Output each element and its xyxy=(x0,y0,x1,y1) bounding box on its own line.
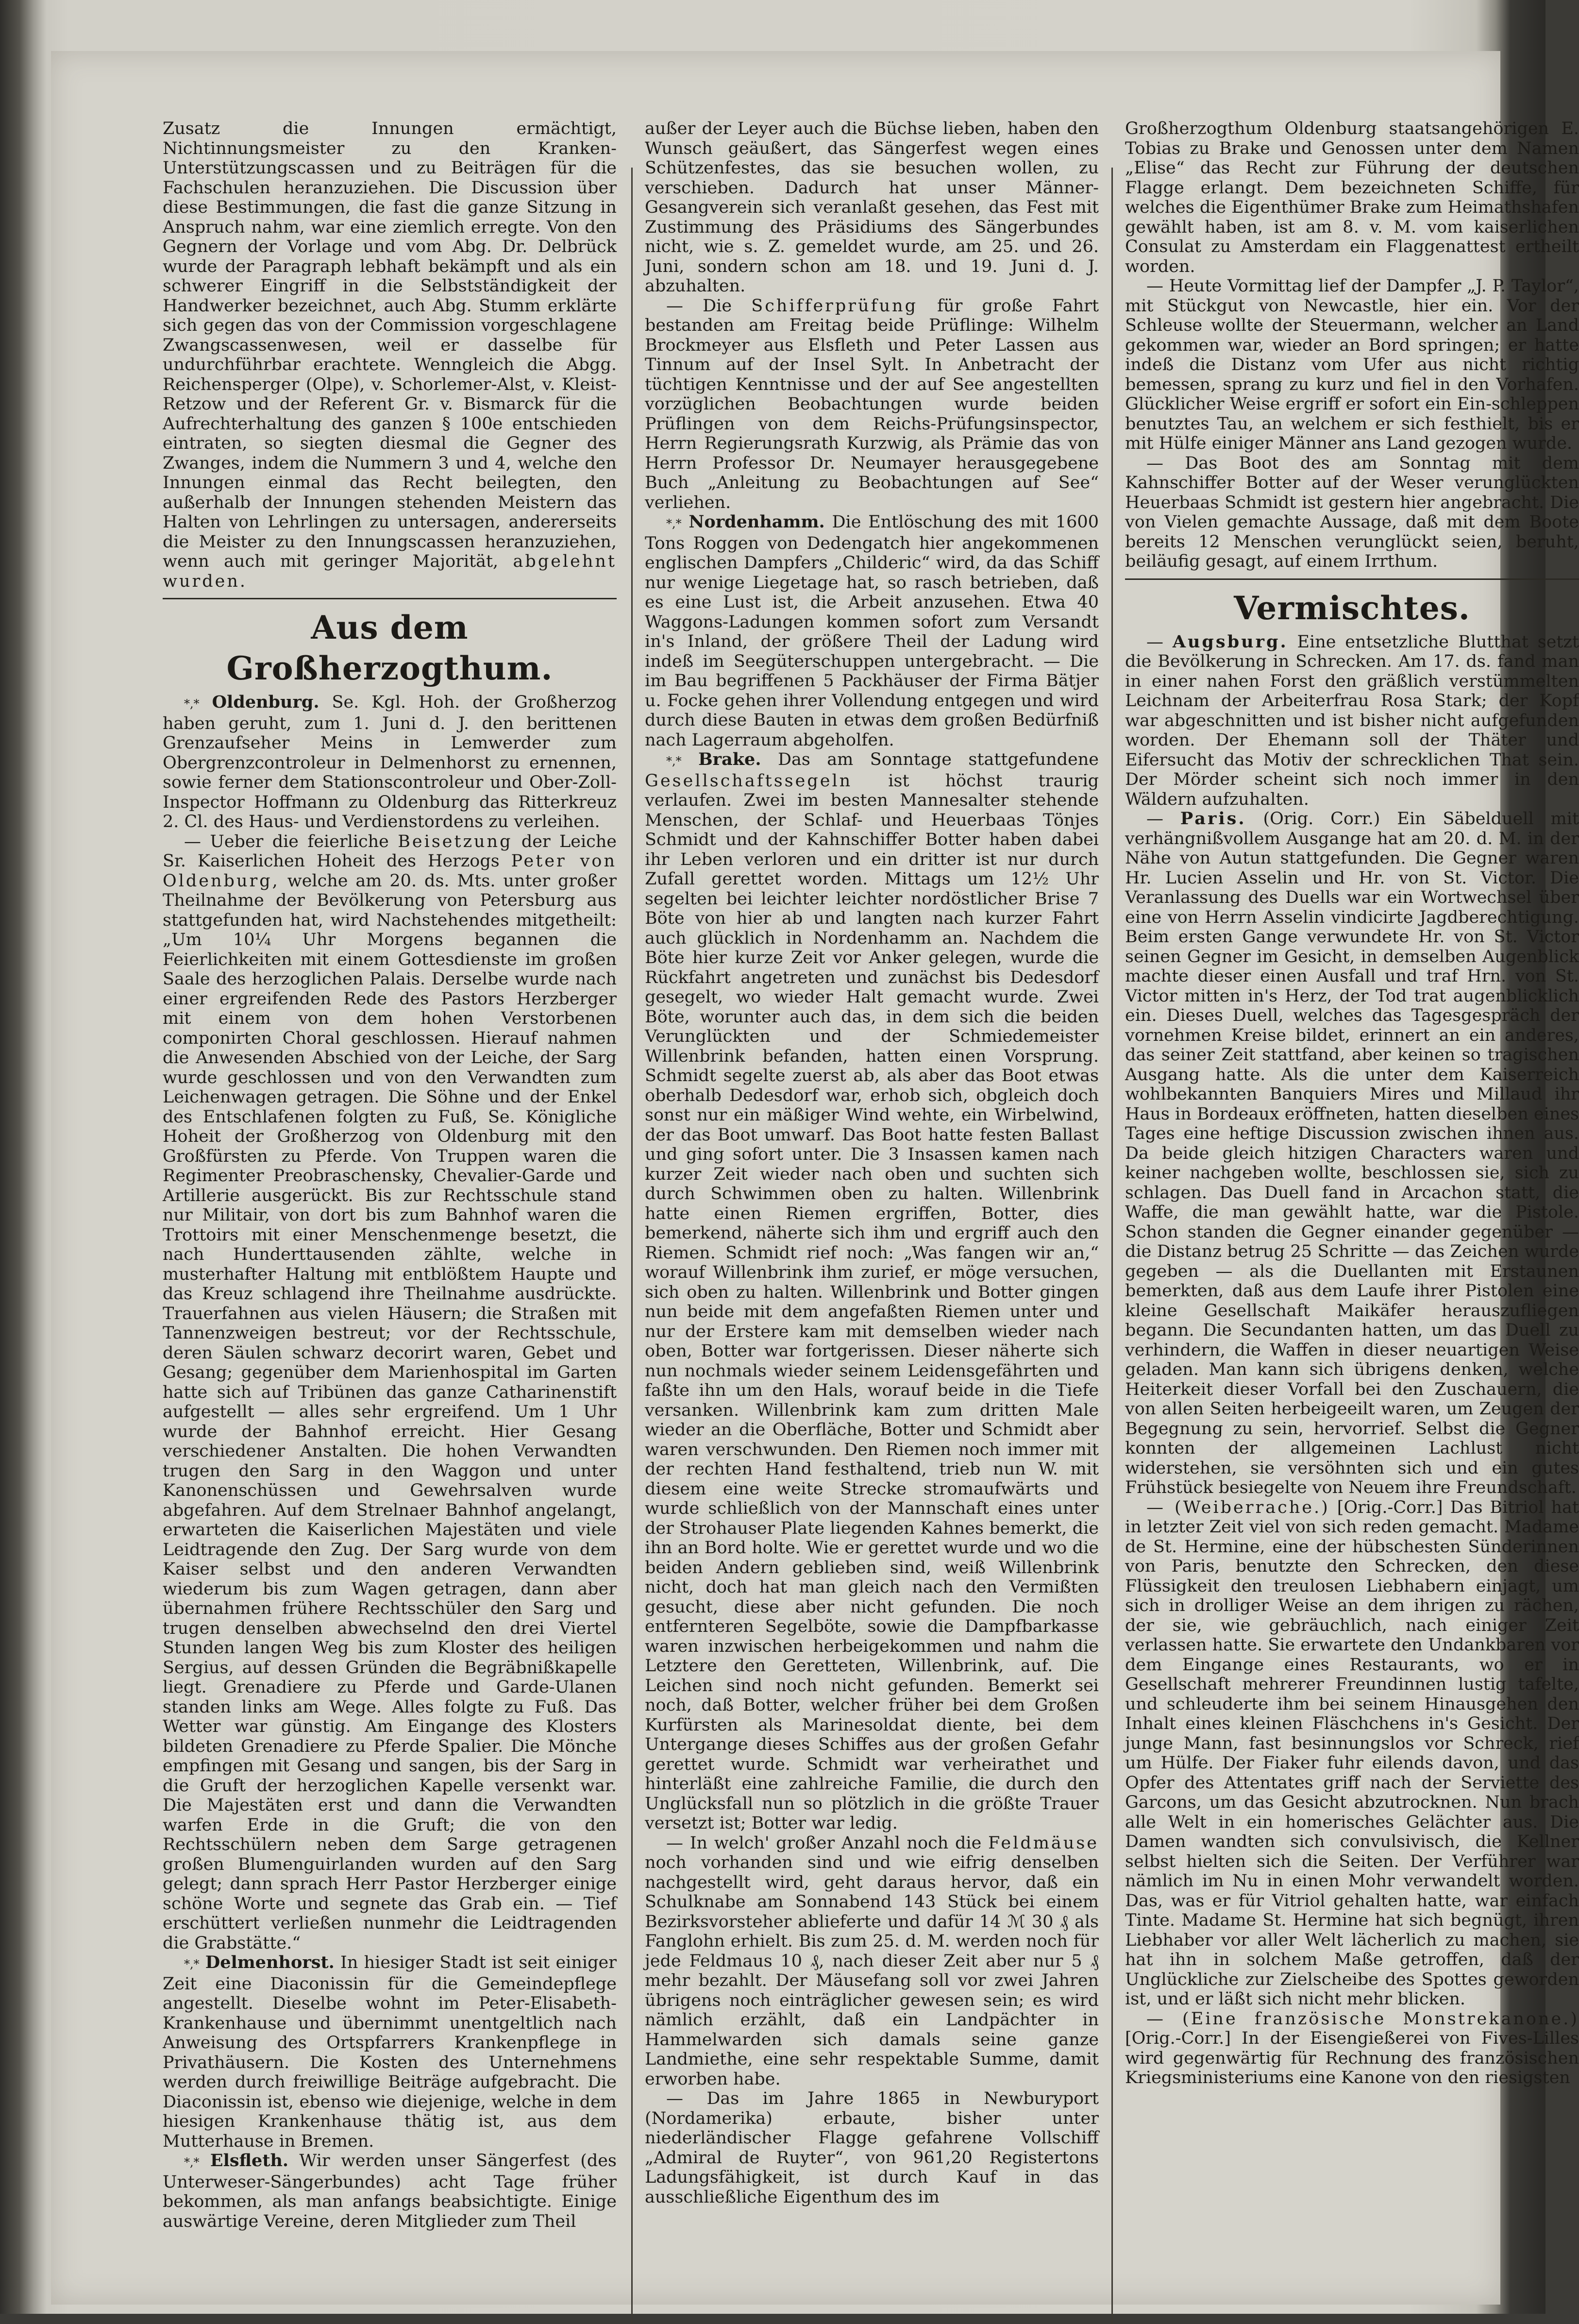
funeral-lead: Ueber die feierliche xyxy=(210,831,389,851)
newspaper-page xyxy=(51,51,1579,2305)
article-elsfleth: *,* Elsfleth. Wir werden unser Sängerfest (des Unterweser-Sängerbundes) acht Tage früher bekommen, als man anfangs beabsichtigte. Einige auswärtige Vereine, deren Mitglieder zum Theil xyxy=(163,2151,617,2231)
article-monstrekanone xyxy=(1125,2009,1579,2088)
paris-text: (Orig. Corr.) Ein Säbelduell mit verhängnißvollem Ausgange hat am 20. d. M. in der Nähe von Autun stattgefunden. Die Gegner waren Hr. Lucien Asselin und Hr. von St. Victor. Die Veranlassung des Duells war ein Wortwechsel über eine von Herrn Asselin vindicirte Jagdberechtigung. Beim ersten Gange verwundete Hr. von St. Victor seinen Gegner im Gesicht, in demselben Augenblick machte dieser einen Ausfall und traf Hrn. von St. Victor mitten in's Herz, der Tod trat augenblicklich ein. Dieses Duell, welches das Tagesgespräch der vornehmen Kreise bildet, erinnert an ein anderes, das seiner Zeit stattfand, aber keinen so tragischen Ausgang hatte. Als die unter dem Kaiserreich wohlbekannten Banquiers Mires und Millaud ihr Haus in Bordeaux eröffneten, hatten dieselben eines Tages eine heftige Discussion zwischen ihnen aus. Da beide gleich hitzigen Characters waren und keiner nachgeben wollte, beschlossen sie, sich zu schlagen. Das Duell fand in Arcachon statt, die Waffe, die man gewählt hatte, war die Pistole. Schon standen die Gegner einander gegenüber — die Distanz betrug 25 Schritte — das Zeichen wurde gegeben — als die Duellanten mit Erstaunen bemerkten, daß aus dem Laufe ihrer Pistolen eine kleine Gesellschaft Maikäfer herauszufliegen begann. Die Secundanten hatten, um das Duell zu verhindern, die Waffen in dieser neuartigen Weise geladen. Man kann sich übrigens denken, welche Heiterkeit dieser Vorfall bei den Zuschauern, die von allen Seiten herbeigeeilt waren, um Zeugen der Begegnung zu sein, hervorrief. Selbst die Gegner konnten der allgemeinen Lachlust nicht widerstehen, sie versöhnten sich und ein gutes Frühstück besiegelte von Neuem ihre Freundschaft. xyxy=(1125,809,1579,1497)
weiberrache-spaced: — (Weiberrache.) xyxy=(1146,1497,1330,1517)
article-nordenhamm: *,* Nordenhamm. Die Entlöschung des mit 1600 Tons Roggen von Dedengatch hier angekommenen englischen Dampfers „Childeric“ wird, da das Schiff nur wenige Liegetage hat, so rasch betrieben, daß es eine Lust ist, die Arbeit anzusehen. Etwa 40 Waggons-Ladungen kommen sofort zum Versandt in's Inland, der größere Theil der Ladung wird indeß im Seegüterschuppen untergebracht. — Die im Bau begriffenen 5 Packhäuser der Firma Bätjer u. Focke gehen ihrer Vollendung entgegen und wird durch diese Bauten in etwas dem großen Bedürfniß nach Lagerraum abgeholfen. xyxy=(645,512,1099,750)
place-delmenhorst: Delmenhorst. xyxy=(205,1952,335,1972)
feldmaeuse-spaced: Feldmäuse xyxy=(988,1833,1099,1853)
column-2 xyxy=(645,119,1099,2295)
oldenburg-text: Se. Kgl. Hoh. der Großherzog haben geruht, zum 1. Juni d. J. den berittenen Grenzaufseher Meins in Lemwerder zum Obergrenzcontroleur in Delmenhorst zu ernennen, sowie ferner dem Stationscontroleur und Ober-Zoll-Inspector Hoffmann zu Oldenburg das Ritterkreuz 2. Cl. des Haus- und Verdienstordens zu verleihen. xyxy=(163,693,617,831)
elsfleth-text: Wir werden unser Sängerfest (des Unterweser-Sängerbundes) acht Tage früher bekommen, als man anfangs beabsichtigte. Einige auswärtige Vereine, deren Mitglieder zum Theil xyxy=(163,2151,617,2231)
monstre-text: [Orig.-Corr.] In der Eisengießerei von Fives-Lilles wird gegenwärtig für Rechnung des französischen Kriegsministeriums eine Kanone von den riesigsten xyxy=(1125,2029,1579,2087)
article-vollschiff-cont: Großherzogthum Oldenburg staatsangehörigen E. Tobias zu Brake und Genossen unter dem Namen „Elise“ das Recht zur Führung der deutschen Flagge erlangt. Dem bezeichneten Schiffe, für welches die Eigenthümer Brake zum Heimathshafen gewählt haben, ist am 8. v. M. vom kaiserlichen Consulat zu Amsterdam ein Flaggenattest ertheilt worden. xyxy=(1125,119,1579,276)
place-paris: Paris. xyxy=(1180,809,1246,829)
funeral-spaced: Beisetzung xyxy=(398,831,513,851)
article-paris: — Paris. (Orig. Corr.) Ein Säbelduell mit verhängnißvollem Ausgange hat am 20. d. M. in der Nähe von Autun stattgefunden. Die Gegner waren Hr. Lucien Asselin und Hr. von St. Victor. Die Veranlassung des Duells war ein Wortwechsel über eine von Herrn Asselin vindicirte Jagdberechtigung. Beim ersten Gange verwundete Hr. von St. Victor seinen Gegner im Gesicht, in demselben Augenblick machte dieser einen Ausfall und traf Hrn. von St. Victor mitten in's Herz, der Tod trat augenblicklich ein. Dieses Duell, welches das Tagesgespräch der vornehmen Kreise bildet, erinnert an ein anderes, das seiner Zeit stattfand, aber keinen so tragischen Ausgang hatte. Als die unter dem Kaiserreich wohlbekannten Banquiers Mires und Millaud ihr Haus in Bordeaux eröffneten, hatten dieselben eines Tages eine heftige Discussion zwischen ihnen aus. Da beide gleich hitzigen Characters waren und keiner nachgeben wollte, beschlossen sie, sich zu schlagen. Das Duell fand in Arcachon statt, die Waffe, die man gewählt hatte, war die Pistole. Schon standen die Gegner einander gegenüber — die Distanz betrug 25 Schritte — das Zeichen wurde gegeben — als die Duellanten mit Erstaunen bemerkten, daß aus dem Laufe ihrer Pistolen eine kleine Gesellschaft Maikäfer herauszufliegen begann. Die Secundanten hatten, um das Duell zu verhindern, die Waffen in dieser neuartigen Weise geladen. Man kann sich übrigens denken, welche Heiterkeit dieser Vorfall bei den Zuschauern, die von allen Seiten herbeigeeilt waren, um Zeugen der Begegnung zu sein, hervorrief. Selbst die Gegner konnten der allgemeinen Lachlust nicht widerstehen, sie versöhnten sich und ein gutes Frühstück besiegelte von Neuem ihre Freundschaft. xyxy=(1125,809,1579,1497)
feldmaeuse-text: noch vorhanden sind und wie eifrig denselben nachgestellt wird, geht daraus hervor, daß ein Schulknabe am Sonnabend 143 Stück bei einem Bezirksvorsteher ablieferte und dafür 14 ℳ 30 ₰ als Fanglohn erhielt. Bis zum 25. d. M. werden noch für jede Feldmaus 10 ₰, nach dieser Zeit aber nur 5 ₰ mehr bezahlt. Der Mäusefang soll vor zwei Jahren übrigens noch einträglicher gewesen sein; es wird nämlich erzählt, daß ein Landpächter in Hammelwarden sich damals seine ganze Landmiethe, eine sehr respektable Summe, damit erworben habe. xyxy=(645,1853,1099,2089)
article-vollschiff: — Das im Jahre 1865 in Newburyport (Nordamerika) erbaute, bisher unter niederländischer Flagge gefahrene Vollschiff „Admiral de Ruyter“, von 961,20 Registertons Ladungsfähigkeit, ist durch Kauf in das ausschließliche Eigenthum des im xyxy=(645,2089,1099,2207)
section-heading-grossherzogthum: Aus dem Großherzogthum. xyxy=(226,609,553,687)
monstre-spaced: — (Eine französische Monstrekanone.) xyxy=(1146,2009,1579,2029)
article-taylor: — Heute Vormittag lief der Dampfer „J. P. Taylor“, mit Stückgut von Newcastle, hier ein. Vor der Schleuse wollte der Steuermann, welcher an Land gekommen war, wieder an Bord springen; er hatte indeß die Distanz vom Ufer aus nicht richtig bemessen, sprang zu kurz und fiel in den Vorhafen. Glücklicher Weise ergriff er sofort ein Ein-schleppen benutztes Tau, an welchem er sich festhielt, bis er mit Hülfe einiger Männer ans Land gezogen wurde. xyxy=(1125,276,1579,453)
pruefung-spaced: Schifferprüfung xyxy=(751,296,918,316)
funeral-mid: der Leiche Sr. Kaiserlichen Hoheit des Herzogs xyxy=(163,831,617,871)
funeral-text: welche am 20. ds. Mts. unter großer Theilnahme der Bevölkerung von Petersburg aus stattgefunden hat, wird Nachstehendes mitgetheilt: „Um 10¼ Uhr Morgens begannen die Feierlichkeiten mit einem Gottesdienste im großen Saale des herzoglichen Palais. Derselbe wurde nach einer ergreifenden Rede des Pastors Herzberger mit einem von dem hohen Verstorbenen componirten Choral geschlossen. Hierauf nahmen die Anwesenden Abschied von der Leiche, der Sarg wurde geschlossen und von den Verwandten zum Leichenwagen getragen. Die Söhne und der Enkel des Entschlafenen folgten zu Fuß, Se. Königliche Hoheit der Großherzog von Oldenburg mit den Großfürsten zu Pferde. Von Truppen waren die Regimenter Preobraschensky, Chevalier-Garde und Artillerie ausgerückt. Bis zur Rechtsschule stand nur Militair, von dort bis zum Bahnhof waren die Trottoirs mit einer Menschenmenge besetzt, die nach Hunderttausenden zählte, welche in musterhafter Haltung mit entblößtem Haupte und das Kreuz schlagend ihre Theilnahme ausdrückte. Trauerfahnen aus vielen Häusern; die Straßen mit Tannenzweigen bestreut; vor der Rechtsschule, deren Säulen schwarz decorirt waren, Gebet und Gesang; gegenüber dem Marienhospital im Garten hatte sich auf Tribünen das ganze Catharinenstift aufgestellt — alles sehr ergreifend. Um 1 Uhr wurde der Bahnhof erreicht. Hier Gesang verschiedener Anstalten. Die hohen Verwandten trugen den Sarg in den Waggon und unter Kanonenschüssen und Gewehrsalven wurde abgefahren. Auf dem Strelnaer Bahnhof angelangt, erwarteten die Kaiserlichen Majestäten und viele Leidtragende den Zug. Der Sarg wurde von dem Kaiser selbst und den anderen Verwandten wiederum bis zum Wagen getragen, dann aber übernahmen frühere Rechtsschüler den Sarg und trugen denselben abwechselnd den drei Viertel Stunden langen Weg bis zum Kloster des heiligen Sergius, auf dessen Gründen die Begräbnißkapelle liegt. Grenadiere zu Pferde und Garde-Ulanen standen links am Wege. Alles folgte zu Fuß. Das Wetter war günstig. Am Eingange des Klosters bildeten Grenadiere zu Pferde Spalier. Die Mönche empfingen mit Gesang und sangen, bis der Sarg in die Gruft der herzoglichen Kapelle versenkt war. Die Majestäten erst und dann die Verwandten warfen Erde in die Gruft; die von den Rechtsschülern neben dem Sarge getragenen großen Blumenguirlanden wurden auf den Sarg gelegt; dann sprach Herr Pastor Herzberger einige schöne Worte und segnete das Grab ein. — Tief erschüttert verließen nunmehr die Leidtragenden die Grabstätte.“ xyxy=(163,871,617,1953)
article-brake: *,* Brake. Das am Sonntage stattgefundene Gesellschaftssegeln ist höchst traurig verlaufen. Zwei im besten Mannesalter stehende Menschen, der Schlaf- und Heuerbaas Tönjes Schmidt und der Kahnschiffer Botter haben dabei ihr Leben verloren und ein dritter ist nur durch Zufall gerettet worden. Mittags um 12½ Uhr segelten bei leichter leichter nordöstlicher Brise 7 Böte von hier ab und langten nach kurzer Fahrt auch glücklich in Nordenhamm an. Nachdem die Böte hier kurze Zeit vor Anker gelegen, wurde die Rückfahrt angetreten und zunächst bis Dedesdorf gesegelt, wo wieder Halt gemacht wurde. Zwei Böte, worunter auch das, in dem sich die beiden Verunglückten und der Schmiedemeister Willenbrink befanden, hatten einen Vorsprung. Schmidt segelte zuerst ab, als aber das Boot etwas oberhalb Dedesdorf war, erhob sich, obgleich doch sonst nur ein mäßiger Wind wehte, ein Wirbelwind, der das Boot umwarf. Das Boot hatte festen Ballast und ging sofort unter. Die 3 Insassen kamen nach kurzer Zeit wieder nach oben und suchten sich durch Schwimmen oben zu halten. Willenbrink hatte einen Riemen ergriffen, Botter, dies bemerkend, näherte sich ihm und ergriff auch den Riemen. Schmidt rief noch: „Was fangen wir an,“ worauf Willenbrink ihm zurief, er möge versuchen, sich oben zu halten. Willenbrink und Botter gingen nun beide mit dem angefaßten Riemen unter und nur der Erstere kam mit demselben wieder nach oben, Botter war fortgerissen. Dieser näherte sich nun nochmals wieder seinem Leidensgefährten und faßte ihn um den Hals, worauf beide in die Tiefe versanken. Willenbrink kam zum dritten Male wieder an die Oberfläche, Botter und Schmidt aber waren verschwunden. Den Riemen noch immer mit der rechten Hand festhaltend, trieb nun W. mit diesem eine weite Strecke stromaufwärts und wurde schließlich von der Mannschaft eines unter der Strohauser Plate liegenden Kahnes bemerkt, die ihn an Bord holte. Wie er gerettet wurde und wo die beiden Andern geblieben sind, weiß Willenbrink nicht, doch hat man gleich nach den Vermißten gesucht, diese aber nicht gefunden. Die noch entfernteren Segelböte, sowie die Dampfbarkasse waren inzwischen herbeigekommen und nahm die Letztere den Geretteten, Willenbrink, auf. Die Leichen sind noch nicht gefunden. Bemerkt sei noch, daß Botter, welcher früher bei dem Großen Kurfürsten als Marinesoldat diente, bei dem Untergange dieses Schiffes aus der großen Gefahr gerettet wurde. Schmidt war verheirathet und hinterläßt eine zahlreiche Familie, die durch den Unglücksfall nun so plötzlich in die größte Trauer versetzt ist; Botter war ledig. xyxy=(645,749,1099,1833)
continuation-end: abgelehnt wurden. xyxy=(163,552,617,591)
pruefung-text: für große Fahrt bestanden am Freitag beide Prüflinge: Wilhelm Brockmeyer aus Elsfleth und Peter Lassen aus Tinnum auf der Insel Sylt. In Anbetracht der tüchtigen Kenntnisse und der auf See angestellten vorzüglichen Beobachtungen wurde beiden Prüflingen von dem Reichs-Prüfungsinspector, Herrn Regierungsrath Kurzwig, als Prämie das von Herrn Professor Dr. Neumayer herausgegebene Buch „Anleitung zu Beobachtungen auf See“ verliehen. xyxy=(645,296,1099,512)
article-continuation xyxy=(163,119,617,591)
section-rule xyxy=(163,598,617,599)
article-delmenhorst: *,* Delmenhorst. In hiesiger Stadt ist seit einiger Zeit eine Diaconissin für die Gemeindepflege angestellt. Dieselbe wohnt im Peter-Elisabeth-Krankenhause und übernimmt unentgeltlich nach Anweisung des Ortspfarrers Krankenpflege in Privathäusern. Die Kosten des Unternehmens werden durch freiwillige Beiträge aufgebracht. Die Diaconissin ist, ebenso wie diejenige, welche in dem hiesigen Krankenhause thätig ist, aus dem Mutterhause in Bremen. xyxy=(163,1952,617,2151)
feldmaeuse-lead: — In welch' großer Anzahl noch die xyxy=(666,1833,982,1853)
article-elsfleth-cont: außer der Leyer auch die Büchse lieben, haben den Wunsch geäußert, das Sängerfest wegen eines Schützenfestes, das sie besuchen wollen, zu verschieben. Dadurch hat unser Männer-Gesangverein sich veranlaßt gesehen, das Fest mit Zustimmung des Präsidiums des Sängerbundes nicht, wie s. Z. gemeldet wurde, am 25. und 26. Juni, sondern schon am 18. und 19. Juni d. J. abzuhalten. xyxy=(645,119,1099,296)
section-rule-2 xyxy=(1125,578,1579,580)
article-feldmaeuse xyxy=(645,1833,1099,2089)
article-pruefung xyxy=(645,296,1099,513)
column-rule-2 xyxy=(1111,168,1113,2324)
place-nordenhamm: Nordenhamm. xyxy=(689,512,825,532)
column-rule-1 xyxy=(631,168,633,2324)
pruefung-lead: — Die xyxy=(666,296,732,316)
brake-text: ist höchst traurig verlaufen. Zwei im besten Mannesalter stehende Menschen, der Schlaf- und Heuerbaas Tönjes Schmidt und der Kahnschiffer Botter haben dabei ihr Leben verloren und ein dritter ist nur durch Zufall gerettet worden. Mittags um 12½ Uhr segelten bei leichter leichter nordöstlicher Brise 7 Böte von hier ab und langten nach kurzer Fahrt auch glücklich in Nordenhamm an. Nachdem die Böte hier kurze Zeit vor Anker gelegen, wurde die Rückfahrt angetreten und zunächst bis Dedesdorf gesegelt, wo wieder Halt gemacht wurde. Zwei Böte, worunter auch das, in dem sich die beiden Verunglückten und der Schmiedemeister Willenbrink befanden, hatten einen Vorsprung. Schmidt segelte zuerst ab, als aber das Boot etwas oberhalb Dedesdorf war, erhob sich, obgleich doch sonst nur ein mäßiger Wind wehte, ein Wirbelwind, der das Boot umwarf. Das Boot hatte festen Ballast und ging sofort unter. Die 3 Insassen kamen nach kurzer Zeit wieder nach oben und suchten sich durch Schwimmen oben zu halten. Willenbrink hatte einen Riemen ergriffen, Botter, dies bemerkend, näherte sich ihm und ergriff auch den Riemen. Schmidt rief noch: „Was fangen wir an,“ worauf Willenbrink ihm zurief, er möge versuchen, sich oben zu halten. Willenbrink und Botter gingen nun beide mit dem angefaßten Riemen unter und nur der Erstere kam mit demselben wieder nach oben, Botter war fortgerissen. Dieser näherte sich nun nochmals wieder seinem Leidensgefährten und faßte ihn um den Hals, worauf beide in die Tiefe versanken. Willenbrink kam zum dritten Male wieder an die Oberfläche, Botter und Schmidt aber waren verschwunden. Den Riemen noch immer mit der rechten Hand festhaltend, trieb nun W. mit diesem eine weite Strecke stromaufwärts und wurde schließlich von der Mannschaft eines unter der Strohauser Plate liegenden Kahnes bemerkt, die ihn an Bord holte. Wie er gerettet wurde und wo die beiden Andern geblieben sind, weiß Willenbrink nicht, doch hat man gleich nach den Vermißten gesucht, diese aber nicht gefunden. Die noch entfernteren Segelböte, sowie die Dampfbarkasse waren inzwischen herbeigekommen und nahm die Letztere den Geretteten, Willenbrink, auf. Die Leichen sind noch nicht gefunden. Bemerkt sei noch, daß Botter, welcher früher bei dem Großen Kurfürsten als Marinesoldat diente, bei dem Untergange dieses Schiffes aus der großen Gefahr gerettet wurde. Schmidt war verheirathet und hinterläßt eine zahlreiche Familie, die durch den Unglücksfall nun so plötzlich in die größte Trauer versetzt ist; Botter war ledig. xyxy=(645,771,1099,1833)
place-brake: Brake. xyxy=(698,749,761,769)
article-boot: — Das Boot des am Sonntag mit dem Kahnschiffer Botter auf der Weser verunglückten Heuerbaas Schmidt ist gestern hier angebracht. Die von Vielen gemachte Aussage, daß mit dem Boote bereits 12 Menschen verunglückt seien, beruht, beiläufig gesagt, auf einem Irrthum. xyxy=(1125,453,1579,571)
place-augsburg: Augsburg. xyxy=(1172,631,1288,652)
article-oldenburg: *,* Oldenburg. Se. Kgl. Hoh. der Großherzog haben geruht, zum 1. Juni d. J. den berittenen Grenzaufseher Meins in Lemwerder zum Obergrenzcontroleur in Delmenhorst zu ernennen, sowie ferner dem Stationscontroleur und Ober-Zoll-Inspector Hoffmann zu Oldenburg das Ritterkreuz 2. Cl. des Haus- und Verdienstordens zu verleihen. xyxy=(163,692,617,831)
continuation-text: Zusatz die Innungen ermächtigt, Nichtinnungsmeister zu den Kranken-Unterstützungscassen und zu Beiträgen für die Fachschulen heranzuziehen. Die Discussion über diese Bestimmungen, die fast die ganze Sitzung in Anspruch nahm, war eine ziemlich erregte. Von den Gegnern der Vorlage und vom Abg. Dr. Delbrück wurde der Paragraph lebhaft bekämpft und als ein schwerer Eingriff in die Selbstständigkeit der Handwerker bezeichnet, auch Abg. Stumm erklärte sich gegen das von der Commission vorgeschlagene Zwangscassenwesen, weil er dasselbe für undurchführbar erachtete. Wenngleich die Abgg. Reichensperger (Olpe), v. Schorlemer-Alst, v. Kleist-Retzow und der Referent Gr. v. Bismarck für die Aufrechterhaltung des ganzen § 100e entschieden eintraten, so siegten diesmal die Gegner des Zwanges, indem die Nummern 3 und 4, welche den Innungen einmal das Recht beilegten, den außerhalb der Innungen stehenden Meistern das Halten von Lehrlingen zu untersagen, andererseits die Meister zu den Innungscassen heranzuziehen, wenn auch mit geringer Majorität, xyxy=(163,119,617,571)
weiberrache-text: [Orig.-Corr.] Das Bitriol hat in letzter Zeit viel von sich reden gemacht. Madame de St. Hermine, eine der hübschesten Sünderinnen von Paris, benutzte den Schrecken, den diese Flüssigkeit den treulosen Liebhabern einjagt, um sich in drolliger Weise an dem ihrigen zu rächen, der sie, wie gebräuchlich, nach einiger Zeit verlassen hatte. Sie erwartete den Undankbaren vor dem Eingange eines Restaurants, wo er in Gesellschaft mehrerer Freundinnen lustig tafelte, und schleuderte ihm bei seinem Hinausgehen den Inhalt eines kleinen Fläschchens in's Gesicht. Der junge Mann, fast besinnungslos vor Schreck, rief um Hülfe. Der Fiaker fuhr eilends davon, und das Opfer des Attentates griff nach der Serviette des Garcons, um das Gesicht abzutrocknen. Nun brach alle Welt in ein homerisches Gelächter aus. Die Damen wandten sich convulsivisch, die Kellner selbst hielten sich die Seiten. Der Verführer war nämlich im Nu in einen Mohr verwandelt worden. Das, was er für Vitriol gehalten hatte, war einfach Tinte. Madame St. Hermine hat sich begnügt, ihren Liebhaber vor aller Welt lächerlich zu machen, sie hat ihn in solchem Maße getroffen, daß der Unglückliche zur Zielscheibe des Spottes geworden ist, und er läßt sich nicht mehr blicken. xyxy=(1125,1497,1579,2009)
column-3 xyxy=(1125,119,1579,2295)
place-elsfleth: Elsfleth. xyxy=(210,2151,289,2171)
delmenhorst-text: In hiesiger Stadt ist seit einiger Zeit eine Diaconissin für die Gemeindepflege angestellt. Dieselbe wohnt im Peter-Elisabeth-Krankenhause und übernimmt unentgeltlich nach Anweisung des Ortspfarrers Krankenpflege in Privathäusern. Die Kosten des Unternehmens werden durch freiwillige Beiträge aufgebracht. Die Diaconissin ist, ebenso wie diejenige, welche in dem hiesigen Krankenhause thätig ist, aus dem Mutterhause in Bremen. xyxy=(163,1953,617,2151)
article-augsburg: — Augsburg. Eine entsetzliche Blutthat setzt die Bevölkerung in Schrecken. Am 17. ds. fand man in einer nahen Forst den gräßlich verstümmelten Leichnam der Arbeiterfrau Rosa Stark; der Kopf war abgeschnitten und ist bisher nicht aufgefunden worden. Der Ehemann soll der Thäter und Eifersucht das Motiv der schrecklichen That sein. Der Mörder scheint sich noch immer in den Wäldern aufzuhalten. xyxy=(1125,631,1579,809)
funeral-name: Peter von Oldenburg, xyxy=(163,851,617,891)
augsburg-text: Eine entsetzliche Blutthat setzt die Bevölkerung in Schrecken. Am 17. ds. fand man in einer nahen Forst den gräßlich verstümmelten Leichnam der Arbeiterfrau Rosa Stark; der Kopf war abgeschnitten und ist bisher nicht aufgefunden worden. Der Ehemann soll der Thäter und Eifersucht das Motiv der schrecklichen That sein. Der Mörder scheint sich noch immer in den Wäldern aufzuhalten. xyxy=(1125,632,1579,809)
article-weiberrache xyxy=(1125,1498,1579,2009)
brake-lead: Das am Sonntage stattgefundene xyxy=(777,750,1099,769)
place-oldenburg: Oldenburg. xyxy=(212,692,319,712)
article-funeral: — Ueber die feierliche Beisetzung der Leiche Sr. Kaiserlichen Hoheit des Herzogs Peter von Oldenburg, welche am 20. ds. Mts. unter großer Theilnahme der Bevölkerung von Petersburg aus stattgefunden hat, wird Nachstehendes mitgetheilt: „Um 10¼ Uhr Morgens begannen die Feierlichkeiten mit einem Gottesdienste im großen Saale des herzoglichen Palais. Derselbe wurde nach einer ergreifenden Rede des Pastors Herzberger mit einem von dem hohen Verstorbenen componirten Choral geschlossen. Hierauf nahmen die Anwesenden Abschied von der Leiche, der Sarg wurde geschlossen und von den Verwandten zum Leichenwagen getragen. Die Söhne und der Enkel des Entschlafenen folgten zu Fuß, Se. Königliche Hoheit der Großherzog von Oldenburg mit den Großfürsten zu Pferde. Von Truppen waren die Regimenter Preobraschensky, Chevalier-Garde und Artillerie ausgerückt. Bis zur Rechtsschule stand nur Militair, von dort bis zum Bahnhof waren die Trottoirs mit einer Menschenmenge besetzt, die nach Hunderttausenden zählte, welche in musterhafter Haltung mit entblößtem Haupte und das Kreuz schlagend ihre Theilnahme ausdrückte. Trauerfahnen aus vielen Häusern; die Straßen mit Tannenzweigen bestreut; vor der Rechtsschule, deren Säulen schwarz decorirt waren, Gebet und Gesang; gegenüber dem Marienhospital im Garten hatte sich auf Tribünen das ganze Catharinenstift aufgestellt — alles sehr ergreifend. Um 1 Uhr wurde der Bahnhof erreicht. Hier Gesang verschiedener Anstalten. Die hohen Verwandten trugen den Sarg in den Waggon und unter Kanonenschüssen und Gewehrsalven wurde abgefahren. Auf dem Strelnaer Bahnhof angelangt, erwarteten die Kaiserlichen Majestäten und viele Leidtragende den Zug. Der Sarg wurde von dem Kaiser selbst und den anderen Verwandten wiederum bis zum Wagen getragen, dann aber übernahmen frühere Rechtsschüler den Sarg und trugen denselben abwechselnd den drei Viertel Stunden langen Weg bis zum Kloster des heiligen Sergius, auf dessen Gründen die Begräbnißkapelle liegt. Grenadiere zu Pferde und Garde-Ulanen standen links am Wege. Alles folgte zu Fuß. Das Wetter war günstig. Am Eingange des Klosters bildeten Grenadiere zu Pferde Spalier. Die Mönche empfingen mit Gesang und sangen, bis der Sarg in die Gruft der herzoglichen Kapelle versenkt war. Die Majestäten erst und dann die Verwandten warfen Erde in die Gruft; die von den Rechtsschülern neben dem Sarge getragenen großen Blumenguirlanden wurden auf den Sarg gelegt; dann sprach Herr Pastor Herzberger einige schöne Worte und segnete das Grab ein. — Tief erschüttert verließen nunmehr die Leidtragenden die Grabstätte.“ xyxy=(163,831,617,1953)
column-1 xyxy=(163,119,617,2295)
section-heading-vermischtes: Vermischtes. xyxy=(1234,589,1470,627)
nordenhamm-text: Die Entlöschung des mit 1600 Tons Roggen von Dedengatch hier angekommenen englischen Dampfers „Childeric“ wird, da das Schiff nur wenige Liegetage hat, so rasch betrieben, daß es eine Lust ist, die Arbeit anzusehen. Etwa 40 Waggons-Ladungen kommen sofort zum Versandt in's Inland, der größere Theil der Ladung wird indeß im Seegüterschuppen untergebracht. — Die im Bau begriffenen 5 Packhäuser der Firma Bätjer u. Focke gehen ihrer Vollendung entgegen und wird durch diese Bauten in etwas dem großen Bedürfniß nach Lagerraum abgeholfen. xyxy=(645,512,1099,750)
brake-spaced: Gesellschaftssegeln xyxy=(645,771,853,791)
